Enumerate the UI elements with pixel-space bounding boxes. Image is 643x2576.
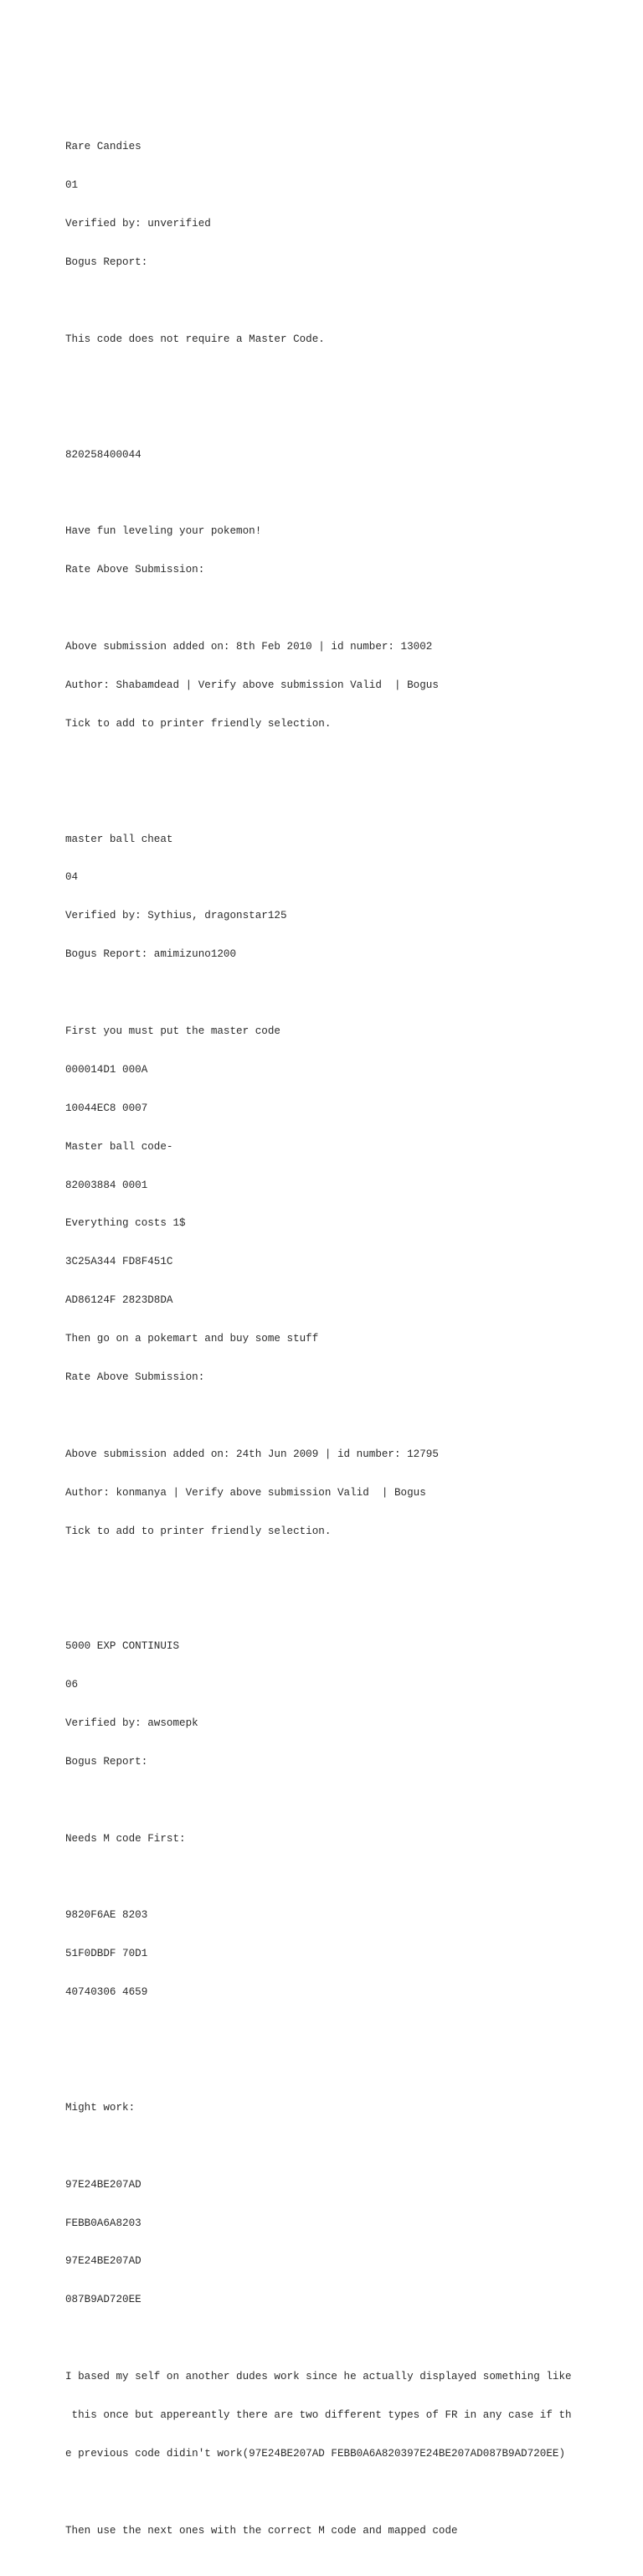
- spacer: [65, 295, 635, 307]
- body-line: Have fun leveling your pokemon!: [65, 525, 262, 538]
- bogus-report: Bogus Report:: [65, 1755, 148, 1768]
- spacer: [65, 987, 635, 999]
- body-line: 820258400044: [65, 448, 141, 461]
- body-line: [65, 2486, 635, 2499]
- body-line: Master ball code-: [65, 1140, 173, 1153]
- bogus-report: Bogus Report: amimizuno1200: [65, 948, 237, 961]
- body-line: e previous code didin't work(97E24BE207AD FEBB0A6A820397E24BE207AD087B9AD720EE): [65, 2447, 566, 2460]
- body-line: 9820F6AE 8203: [65, 1909, 148, 1922]
- body-line: [65, 1871, 635, 1884]
- verified-by: Verified by: Sythius, dragonstar125: [65, 910, 287, 922]
- body-line: 82003884 0001: [65, 1179, 148, 1191]
- entry-number: 01: [65, 179, 79, 192]
- body-line: [65, 2025, 635, 2037]
- body-line: AD86124F 2823D8DA: [65, 1294, 173, 1307]
- body-line: 000014D1 000A: [65, 1063, 148, 1076]
- entry-title: 5000 EXP CONTINUIS: [65, 1640, 180, 1653]
- body-line: 3C25A344 FD8F451C: [65, 1256, 173, 1268]
- body-line: 97E24BE207AD: [65, 2255, 141, 2268]
- body-line: 10044EC8 0007: [65, 1102, 148, 1114]
- body-line: [65, 410, 635, 423]
- printer-tick[interactable]: Tick to add to printer friendly selection.: [65, 1525, 332, 1537]
- entry-number: 04: [65, 871, 79, 884]
- spacer: [65, 1410, 635, 1422]
- submission-entry: [65, 116, 635, 756]
- added-on: Above submission added on: 24th Jun 2009 | id number: 12795: [65, 1448, 439, 1460]
- body-line: [65, 2332, 635, 2345]
- body-line: 97E24BE207AD: [65, 2178, 141, 2191]
- submission-entry: [65, 808, 635, 1564]
- author-line[interactable]: Author: Shabamdead | Verify above submission Valid | Bogus: [65, 679, 439, 691]
- author-line[interactable]: Author: konmanya | Verify above submission Valid | Bogus: [65, 1486, 426, 1499]
- rate-label: Rate Above Submission:: [65, 564, 205, 576]
- body-line: Might work:: [65, 2101, 136, 2114]
- body-line: [65, 2063, 635, 2076]
- verified-by: Verified by: unverified: [65, 218, 211, 230]
- body-line: 51F0DBDF 70D1: [65, 1948, 148, 1960]
- body-line: Then go on a pokemart and buy some stuff: [65, 1333, 319, 1345]
- body-line: Then use the next ones with the correct M code and mapped code: [65, 2524, 458, 2537]
- added-on: Above submission added on: 8th Feb 2010 | id number: 13002: [65, 641, 433, 653]
- body-line: I based my self on another dudes work since he actually displayed something like: [65, 2371, 572, 2383]
- submission-entry: [65, 1615, 635, 2563]
- verified-by: Verified by: awsomepk: [65, 1717, 198, 1729]
- bogus-report: Bogus Report:: [65, 256, 148, 269]
- body-line: [65, 372, 635, 385]
- body-line: [65, 2140, 635, 2153]
- spacer: [65, 1794, 635, 1807]
- body-line: First you must put the master code: [65, 1025, 280, 1037]
- body-line: Needs M code First:: [65, 1832, 186, 1845]
- body-line: Everything costs 1$: [65, 1217, 186, 1230]
- printer-tick[interactable]: Tick to add to printer friendly selection.: [65, 717, 332, 730]
- body-line: 087B9AD720EE: [65, 2294, 141, 2306]
- body-line: this once but appereantly there are two different types of FR in any case if th: [65, 2409, 572, 2422]
- spacer: [65, 602, 635, 615]
- entry-number: 06: [65, 1679, 79, 1691]
- document-body: [65, 77, 635, 2576]
- body-line: FEBB0A6A8203: [65, 2217, 141, 2229]
- body-line: This code does not require a Master Code.: [65, 333, 325, 345]
- body-line: 40740306 4659: [65, 1986, 148, 1999]
- rate-label: Rate Above Submission:: [65, 1371, 205, 1383]
- entry-title: Rare Candies: [65, 141, 141, 153]
- body-line: [65, 488, 635, 500]
- entry-title: master ball cheat: [65, 833, 173, 845]
